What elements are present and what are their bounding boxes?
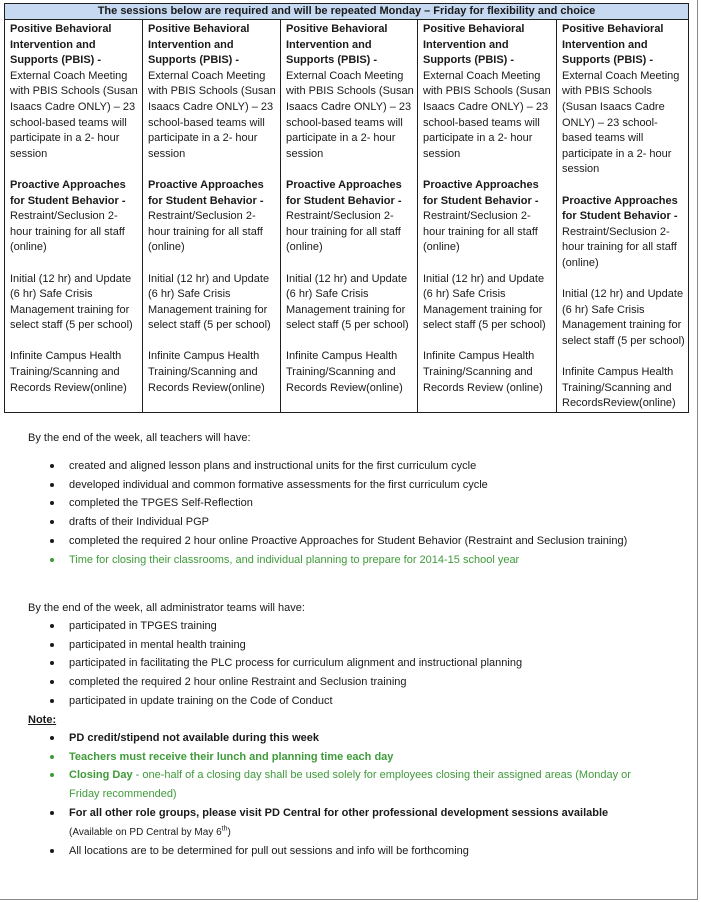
crisis-body: Initial (12 hr) and Update (6 hr) Safe Crisis Management training for select staff (5 per school) — [286, 272, 409, 332]
session-cell-5 — [557, 20, 689, 413]
pbis-title: Positive Behavioral Intervention and Supports (PBIS) - — [423, 23, 525, 67]
session-cell-4 — [418, 20, 557, 413]
proactive-body: Restraint/Seclusion 2- hour training for all staff (online) — [286, 210, 401, 254]
proactive-title: Proactive Approaches for Student Behavior - — [423, 178, 539, 207]
list-item — [48, 766, 648, 803]
table-row — [5, 20, 689, 413]
pbis-body: External Coach Meeting with PBIS Schools (Susan Isaacs Cadre ONLY) – 23 school-based teams will participate in a 2- hour session — [286, 69, 414, 160]
crisis-body: Initial (12 hr) and Update (6 hr) Safe Crisis Management training for select staff (5 per school) — [10, 272, 133, 332]
sessions-table — [4, 3, 689, 413]
proactive-body: Restraint/Seclusion 2- hour training for all staff (online) — [10, 210, 125, 254]
ic-body: Infinite Campus Health Training/Scanning and Records Review(online) — [10, 350, 127, 394]
pbis-body: External Coach Meeting with PBIS Schools (Susan Isaacs Cadre ONLY) – 23 school-based teams will participate in a 2- hour session — [148, 69, 276, 160]
pbis-title: Positive Behavioral Intervention and Supports (PBIS) - — [286, 23, 388, 67]
admins-list — [48, 617, 648, 711]
session-cell-3 — [281, 20, 418, 413]
note-heading — [28, 711, 56, 730]
list-item — [48, 804, 648, 842]
pbis-title: Positive Behavioral Intervention and Supports (PBIS) - — [562, 23, 664, 67]
pbis-title: Positive Behavioral Intervention and Supports (PBIS) - — [148, 23, 250, 67]
list-item: All locations are to be determined for pull out sessions and info will be forthcoming — [48, 842, 648, 861]
session-cell-2 — [143, 20, 281, 413]
teachers-intro: By the end of the week, all teachers will have: — [28, 432, 251, 444]
ic-body: Infinite Campus Health Training/Scanning and Records Review(online) — [148, 350, 265, 394]
session-cell-1 — [5, 20, 143, 413]
list-item: completed the required 2 hour online Proactive Approaches for Student Behavior (Restraint and Seclusion training) — [48, 532, 648, 551]
ic-body: Infinite Campus Health Training/Scanning and Records Review(online) — [286, 350, 403, 394]
proactive-title: Proactive Approaches for Student Behavior - — [10, 178, 126, 207]
pd-central-sub: (Available on PD Central by May 6th) — [69, 825, 231, 838]
list-item: Time for closing their classrooms, and individual planning to prepare for 2014-15 school year — [48, 551, 648, 570]
pbis-title: Positive Behavioral Intervention and Supports (PBIS) - — [10, 23, 112, 67]
proactive-body: Restraint/Seclusion 2- hour training for all staff (online) — [423, 210, 538, 254]
list-item: participated in update training on the Code of Conduct — [48, 692, 648, 711]
list-item: participated in TPGES training — [48, 617, 648, 636]
list-item: created and aligned lesson plans and instructional units for the first curriculum cycle — [48, 457, 648, 476]
admins-intro: By the end of the week, all administrator teams will have: — [28, 602, 305, 614]
list-item: completed the TPGES Self-Reflection — [48, 494, 648, 513]
crisis-body: Initial (12 hr) and Update (6 hr) Safe Crisis Management training for select staff (5 per school) — [148, 272, 271, 332]
notes-list — [48, 729, 648, 861]
pbis-body: External Coach Meeting with PBIS Schools (Susan Isaacs Cadre ONLY) – 23 school-based teams will participate in a 2- hour session — [562, 69, 680, 176]
note-colon: : — [52, 714, 57, 726]
proactive-title: Proactive Approaches for Student Behavior - — [148, 178, 264, 207]
ic-body: Infinite Campus Health Training/Scanning and Records Review (online) — [423, 350, 543, 394]
list-item: drafts of their Individual PGP — [48, 513, 648, 532]
crisis-body: Initial (12 hr) and Update (6 hr) Safe Crisis Management training for select staff (5 per school) — [562, 288, 685, 347]
note-label: Note — [28, 714, 53, 726]
pbis-body: External Coach Meeting with PBIS Schools (Susan Isaacs Cadre ONLY) – 23 school-based teams will participate in a 2- hour session — [10, 69, 138, 160]
proactive-title: Proactive Approaches for Student Behavior - — [286, 178, 402, 207]
closing-day-label: Closing Day — [69, 769, 133, 782]
pd-central-text: For all other role groups, please visit PD Central for other professional development sessions available — [69, 806, 609, 819]
proactive-title: Proactive Approaches for Student Behavior - — [562, 194, 678, 223]
table-header: The sessions below are required and will be repeated Monday – Friday for flexibility and choice — [5, 4, 689, 20]
pbis-body: External Coach Meeting with PBIS Schools (Susan Isaacs Cadre ONLY) – 23 school-based teams will participate in a 2- hour session — [423, 69, 551, 160]
list-item: developed individual and common formative assessments for the first curriculum cycle — [48, 476, 648, 495]
list-item: PD credit/stipend not available during this week — [48, 729, 648, 748]
list-item: participated in facilitating the PLC process for curriculum alignment and instructional planning — [48, 654, 648, 673]
list-item: participated in mental health training — [48, 636, 648, 655]
list-item: Teachers must receive their lunch and planning time each day — [48, 748, 648, 767]
proactive-body: Restraint/Seclusion 2- hour training for all staff (online) — [148, 210, 263, 254]
teachers-list — [48, 457, 648, 569]
ic-body: Infinite Campus Health Training/Scanning and RecordsReview(online) — [562, 366, 676, 410]
list-item: completed the required 2 hour online Restraint and Seclusion training — [48, 673, 648, 692]
closing-day-text: - one-half of a closing day shall be used solely for employees closing their assigned areas (Monday or Friday recommended) — [69, 769, 631, 801]
proactive-body: Restraint/Seclusion 2- hour training for all staff (online) — [562, 225, 677, 269]
crisis-body: Initial (12 hr) and Update (6 hr) Safe Crisis Management training for select staff (5 per school) — [423, 272, 546, 332]
